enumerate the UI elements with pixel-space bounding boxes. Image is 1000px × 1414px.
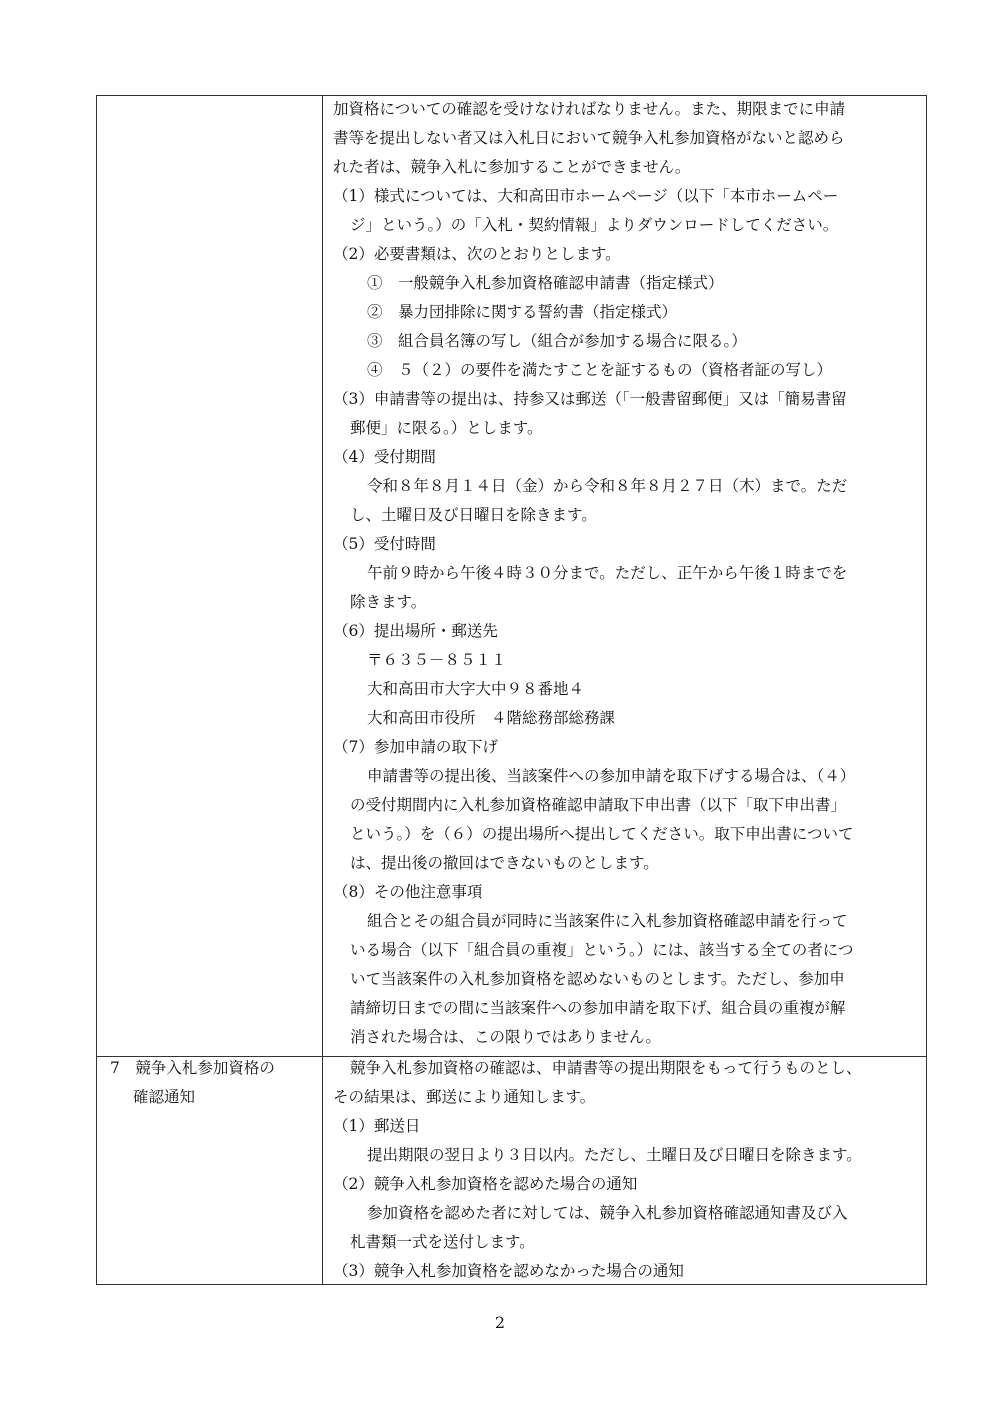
text-line: 札書類一式を送付します。	[350, 1233, 535, 1251]
text-line: いる場合（以下「組合員の重複」という。）には、該当する全ての者につ	[350, 941, 854, 959]
text-line: という。）を（６）の提出場所へ提出してください。取下申出書について	[350, 825, 854, 843]
text-line: 大和高田市大字大中９８番地４	[367, 680, 585, 698]
text-line: （5）受付時間	[333, 535, 436, 553]
text-line: （8）その他注意事項	[333, 883, 483, 901]
text-line: 〒６３５－８５１１	[367, 651, 507, 669]
text-line: （1）郵送日	[333, 1117, 421, 1135]
section-7-heading: 7 競争入札参加資格の	[110, 1059, 275, 1077]
text-line: （1）様式については、大和高田市ホームページ（以下「本市ホームペー	[333, 187, 839, 205]
page-number: 2	[494, 1313, 506, 1332]
text-line: れた者は、競争入札に参加することができません。	[333, 158, 691, 176]
text-line: （3）申請書等の提出は、持参又は郵送（「一般書留郵便」又は「簡易書留	[333, 390, 847, 408]
row-divider	[97, 1056, 926, 1057]
text-line: 申請書等の提出後、当該案件への参加申請を取下げする場合は、（４）	[367, 767, 856, 785]
text-line: 郵便」に限る。）とします。	[350, 419, 543, 437]
text-line: 午前９時から午後４時３０分まで。ただし、正午から午後１時までを	[367, 564, 848, 582]
text-line: ① 一般競争入札参加資格確認申請書（指定様式）	[367, 274, 724, 292]
text-line: ジ」という。）の「入札・契約情報」よりダウンロードしてください。	[350, 216, 839, 234]
text-line: 書等を提出しない者又は入札日において競争入札参加資格がないと認めら	[333, 129, 845, 147]
text-line: （2）必要書類は、次のとおりとします。	[333, 245, 621, 263]
text-line: し、土曜日及び日曜日を除きます。	[350, 506, 597, 524]
text-line: 組合とその組合員が同時に当該案件に入札参加資格確認申請を行って	[367, 912, 848, 930]
text-line: （2）競争入札参加資格を認めた場合の通知	[333, 1175, 638, 1193]
text-line: ③ 組合員名簿の写し（組合が参加する場合に限る。）	[367, 332, 747, 350]
text-line: （7）参加申請の取下げ	[333, 738, 498, 756]
text-line: ② 暴力団排除に関する誓約書（指定様式）	[367, 303, 678, 321]
column-divider	[322, 96, 323, 1284]
text-line: いて当該案件の入札参加資格を認めないものとします。ただし、参加申	[350, 970, 845, 988]
text-line: 消された場合は、この限りではありません。	[350, 1028, 661, 1046]
text-line: 加資格についての確認を受けなければなりません。また、期限までに申請	[333, 100, 846, 118]
text-line: 提出期限の翌日より３日以内。ただし、土曜日及び日曜日を除きます。	[367, 1146, 862, 1164]
text-line: （4）受付期間	[333, 448, 436, 466]
text-line: （3）競争入札参加資格を認めなかった場合の通知	[333, 1262, 684, 1280]
section-7-heading-cont: 確認通知	[133, 1088, 196, 1106]
text-line: 大和高田市役所 ４階総務部総務課	[367, 709, 616, 727]
text-line: （6）提出場所・郵送先	[333, 622, 498, 640]
text-line: 参加資格を認めた者に対しては、競争入札参加資格確認通知書及び入	[367, 1204, 848, 1222]
text-line: 除きます。	[350, 593, 427, 611]
text-line: 競争入札参加資格の確認は、申請書等の提出期限をもって行うものとし、	[350, 1059, 862, 1077]
text-line: 令和８年８月１４日（金）から令和８年８月２７日（木）まで。ただ	[367, 477, 848, 495]
text-line: の受付期間内に入札参加資格確認申請取下申出書（以下「取下申出書」	[350, 796, 847, 814]
text-line: 請締切日までの間に当該案件への参加申請を取下げ、組合員の重複が解	[350, 999, 846, 1017]
text-line: は、提出後の撤回はできないものとします。	[350, 854, 659, 872]
text-line: ④ ５（２）の要件を満たすことを証するもの（資格者証の写し）	[367, 361, 833, 379]
text-line: その結果は、郵送により通知します。	[333, 1088, 596, 1106]
